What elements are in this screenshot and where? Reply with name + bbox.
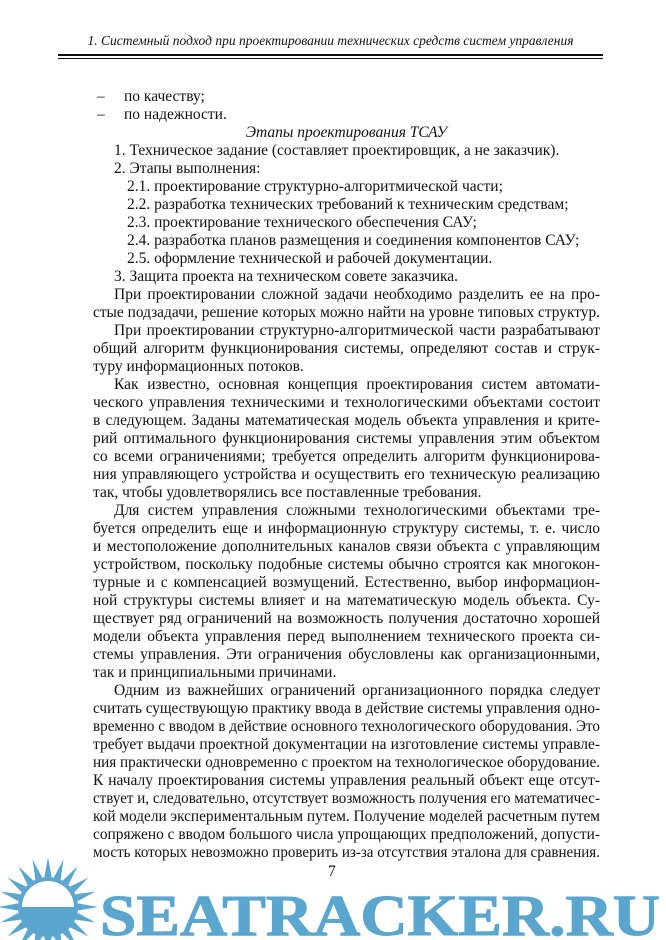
stage-item [93, 142, 600, 160]
paragraph-line-text: ной структуры системы влияет и на математическую модель объекта. Су- [93, 592, 600, 609]
paragraph-line-text: Как известно, основная концепция проектирования систем автомати- [114, 376, 600, 393]
sun-ray [0, 913, 20, 923]
list-marker: – [97, 88, 105, 105]
sun-ray [75, 913, 95, 923]
paragraph-line [93, 286, 600, 304]
paragraph-line-text: общий алгоритм функционирования системы, определяют состав и струк- [93, 340, 600, 357]
page-number: 7 [328, 863, 336, 880]
list-marker: – [97, 106, 105, 123]
paragraph-line-text: При проектировании сложной задачи необходимо разделить ее на про- [114, 286, 600, 303]
paragraph-line-text: и местоположение дополнительных каналов связи объекта с управляющим [93, 538, 600, 555]
paragraph-line [93, 358, 600, 376]
paragraph-line [93, 772, 600, 790]
paragraph-line [93, 304, 600, 322]
stage-item-text: 2. Этапы выполнения: [114, 160, 261, 177]
running-header-text: 1. Системный подход при проектировании технических средств систем управления [87, 33, 574, 48]
paragraph-line [93, 736, 600, 754]
paragraph-line [93, 646, 600, 664]
page-body [93, 88, 600, 862]
paragraph-line-text: так, чтобы удовлетворялись все поставленные требования. [93, 484, 482, 501]
paragraph-line [93, 754, 600, 772]
stage-item-text: 2.5. оформление технической и рабочей документации. [127, 250, 493, 267]
paragraph-line-text: Одним из важнейших ограничений организационного порядка следует [114, 682, 600, 699]
paragraph-line-text: сопряжено с вводом большого числа упрощающих предположений, допусти- [93, 826, 600, 843]
paragraph-line-text: считать существующую практику ввода в действие системы управления одно- [93, 700, 600, 717]
paragraph-line-text: со всеми ограничениями; требуется определить алгоритм функционирова- [93, 448, 600, 465]
paragraph-line [93, 520, 600, 538]
paragraph-line-text: временно с вводом в действие основного технологического оборудования. Это [93, 718, 600, 735]
sun-ray [44, 857, 51, 877]
stage-item [93, 250, 600, 268]
paragraph-line [93, 502, 600, 520]
paragraph-line [93, 466, 600, 484]
paragraph-line-text: кой модели экспериментальным путем. Получение моделей расчетным путем [93, 808, 600, 825]
paragraph-line [93, 826, 600, 844]
stage-item [93, 196, 600, 214]
paragraph-line-text: ния практически одновременно с проектом на технологическое оборудование. [93, 754, 600, 771]
paragraph-line [93, 322, 600, 340]
paragraph-line [93, 484, 600, 502]
stage-item-text: 2.3. проектирование технического обеспечения САУ; [127, 214, 477, 231]
watermark-text: SEATRACKER.RU [100, 883, 660, 940]
stage-item-text: 3. Защита проекта на техническом совете заказчика. [114, 268, 459, 285]
paragraph-line [93, 574, 600, 592]
sun-ray [33, 859, 43, 879]
paragraph-line [93, 808, 600, 826]
paragraph-line-text: стемы управления. Эти ограничения обусловлены как организационными, [93, 646, 600, 663]
sun-ray [78, 903, 98, 910]
section-heading [93, 124, 600, 142]
paragraph-line-text: ствует и, следовательно, отсутствует возможность получения его математичес- [93, 790, 600, 807]
stage-item [93, 214, 600, 232]
paragraph-line [93, 718, 600, 736]
stage-item-text: 2.1. проектирование структурно-алгоритмической части; [127, 178, 503, 195]
stage-item-text: 2.4. разработка планов размещения и соединения компонентов САУ; [127, 232, 580, 249]
paragraph-line [93, 538, 600, 556]
sun-ray [75, 892, 95, 902]
sun-ray [54, 859, 64, 879]
list-item-text: по надежности. [124, 106, 227, 123]
paragraph-line-text: При проектировании структурно-алгоритмической части разрабатывают [114, 322, 600, 339]
paragraph-line [93, 376, 600, 394]
paragraph-line-text: требует выдачи проектной документации на изготовление системы управле- [93, 736, 600, 753]
paragraph-line-text: стые подзадачи, решение которых можно найти на уровне типовых структур. [93, 304, 600, 321]
paragraph-line [93, 700, 600, 718]
paragraph-line [93, 682, 600, 700]
stage-item-text: 2.2. разработка технических требований к техническим средствам; [127, 196, 569, 213]
sun-ray [0, 892, 20, 902]
paragraph-line-text: Для систем управления сложными технологическими объектами тре- [114, 502, 600, 519]
paragraph-line-text: рий оптимального функционирования системы управления этим объектом [93, 430, 600, 447]
paragraph-line [93, 790, 600, 808]
paragraph-line-text: устройством, поскольку подобные системы обычно строятся как многокон- [93, 556, 600, 573]
sun-icon [0, 857, 98, 940]
running-header [58, 33, 603, 49]
stage-item [93, 232, 600, 250]
paragraph-line-text: модели объекта управления перед выполнением технического проекта си- [93, 628, 600, 645]
paragraph-line [93, 556, 600, 574]
paragraph-line [93, 394, 600, 412]
paragraph-line-text: туру информационных потоков. [93, 358, 304, 375]
paragraph-line-text: ния управляющего устройства и осуществить его техническую реализацию [93, 466, 600, 483]
header-double-rule [58, 54, 603, 59]
sun-ray [0, 903, 18, 910]
list-item [93, 106, 600, 124]
paragraph-line [93, 430, 600, 448]
stage-item [93, 160, 600, 178]
stage-item [93, 268, 600, 286]
paragraph-line-text: турные и с компенсацией возмущений. Естественно, выбор информацион- [93, 574, 600, 591]
list-item-text: по качеству; [124, 88, 205, 105]
paragraph-line [93, 610, 600, 628]
paragraph-line-text: в следующем. Заданы математическая модель объекта управления и крите- [93, 412, 600, 429]
paragraph-line-text: мость которых невозможно проверить из-за отсутствия эталона для сравнения. [93, 844, 600, 861]
paragraph-line [93, 628, 600, 646]
paragraph-line [93, 664, 600, 682]
paragraph-line-text: ществует ряд ограничений на возможность получения достаточно хорошей [93, 610, 600, 627]
stage-item-text: 1. Техническое задание (составляет проектировщик, а не заказчик). [114, 142, 560, 159]
paragraph-line-text: ческого управления техническими и технологическими объектами состоит [93, 394, 600, 411]
paragraph-line-text: так и принципиальными причинами. [93, 664, 337, 681]
paragraph-line-text: буется определить еще и информационную структуру системы, т. е. число [93, 520, 600, 537]
section-heading-text: Этапы проектирования ТСАУ [245, 124, 448, 141]
paragraph-line [93, 412, 600, 430]
paragraph-line [93, 448, 600, 466]
paragraph-line [93, 592, 600, 610]
paragraph-line [93, 340, 600, 358]
paragraph-line-text: К началу проектирования системы управления реальный объект еще отсут- [93, 772, 600, 789]
stage-item [93, 178, 600, 196]
list-item [93, 88, 600, 106]
